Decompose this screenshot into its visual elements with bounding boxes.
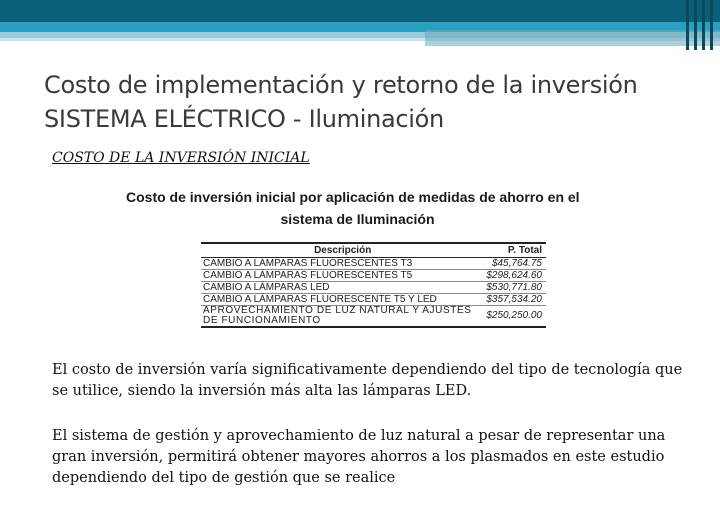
slide-title-line2: SISTEMA ELÉCTRICO - Iluminación (44, 105, 444, 133)
slide-title-line1: Costo de implementación y retorno de la inversión (44, 71, 638, 99)
row-total: $530,771.80 (484, 282, 546, 294)
column-header-description: Descripción (201, 243, 484, 258)
figure-title-line2: sistema de Iluminación (280, 211, 435, 227)
row-total: $298,624.60 (484, 270, 546, 282)
table-row (201, 306, 546, 328)
slide-title (44, 68, 704, 136)
row-description: APROVECHAMIENTO DE LUZ NATURAL Y AJUSTES DE FUNCIONAMIENTO (201, 306, 484, 328)
row-total: $45,764.75 (484, 258, 546, 270)
figure-title-line1: Costo de inversión inicial por aplicación de medidas de ahorro en el (126, 189, 580, 205)
table-header-row (201, 243, 546, 258)
row-description: CAMBIO A LÁMPARAS FLUORESCENTES T5 (201, 270, 484, 282)
row-description: CAMBIO A LÁMPARAS FLUORESCENTE T5 Y LED (201, 294, 484, 306)
cost-table-figure (126, 186, 580, 341)
figure-title (126, 186, 580, 230)
row-total: $357,534.20 (484, 294, 546, 306)
section-subheading: COSTO DE LA INVERSIÓN INICIAL (52, 150, 310, 166)
header-stripes (682, 0, 720, 50)
header-band (0, 0, 720, 22)
header-band-highlight (425, 30, 720, 46)
column-header-total: P. Total (484, 243, 546, 258)
table-row (201, 258, 546, 270)
row-description: CAMBIO A LÁMPARAS LED (201, 282, 484, 294)
paragraph-daylight-management: El sistema de gestión y aprovechamiento de luz natural a pesar de representar una gran inversión, permitirá obtener mayores ahorros a los plasmados en este estudio dependiendo del tipo de gestión que se realice (52, 428, 666, 486)
table-row (201, 294, 546, 306)
cost-table (201, 242, 546, 328)
row-description: CAMBIO A LÁMPARAS FLUORESCENTES T3 (201, 258, 484, 270)
table-row (201, 270, 546, 282)
paragraph-investment-variation: El costo de inversión varía significativamente dependiendo del tipo de tecnología que se utilice, siendo la inversión más alta las lámparas LED. (52, 362, 683, 399)
table-row (201, 282, 546, 294)
row-total: $250,250.00 (484, 306, 546, 328)
